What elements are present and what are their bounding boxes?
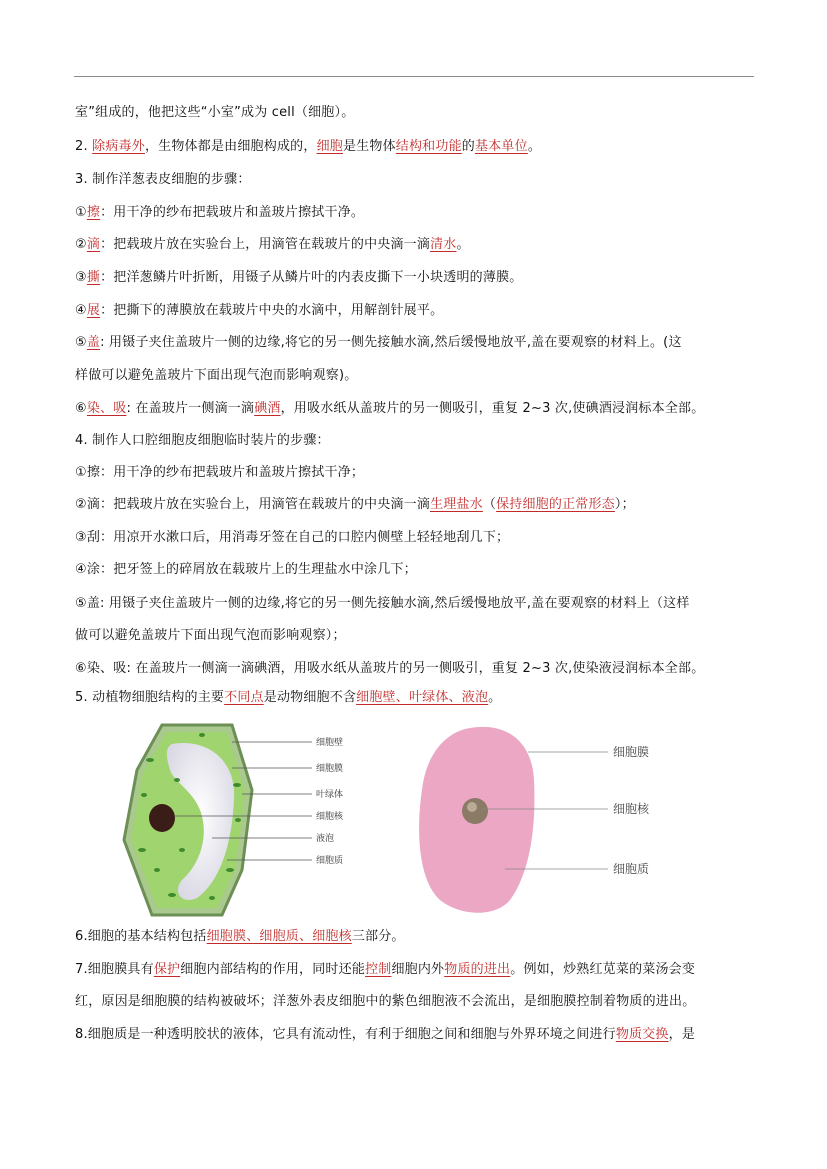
text-segment: 7.细胞膜具有: [75, 962, 154, 977]
text-segment: ：把载玻片放在实验台上，用滴管在载玻片的中央滴一滴: [100, 237, 431, 252]
text-line: [75, 366, 357, 386]
text-segment: 6.细胞的基本结构包括: [75, 929, 207, 944]
highlighted-term: 细胞膜、细胞质、细胞核: [206, 929, 352, 944]
text-segment: 红，原因是细胞膜的结构被破坏；洋葱外表皮细胞中的紫色细胞液不会流出，是细胞膜控制着物质的进出。: [75, 994, 696, 1009]
text-segment: 室”组成的，他把这些“小室”成为 cell（细胞）。: [75, 105, 355, 120]
text-segment: ：把洋葱鳞片叶折断，用镊子从鳞片叶的内表皮撕下一小块透明的薄膜。: [100, 270, 523, 285]
text-line: [75, 268, 522, 288]
header-rule: [74, 76, 754, 77]
label-vacuole: 液泡: [316, 834, 335, 844]
highlighted-term: 结构和功能: [395, 139, 462, 154]
text-segment: ，用吸水纸从盖玻片的另一侧吸引，重复 2~3 次,使碘酒浸润标本全部。: [280, 401, 705, 416]
label-cytoplasm: 细胞质: [316, 856, 344, 866]
text-segment: 是生物体: [342, 139, 396, 154]
text-segment: ：用干净的纱布把载玻片和盖玻片擦拭干净。: [100, 205, 365, 220]
label-nucleus: 细胞核: [316, 812, 344, 822]
text-line: [75, 399, 704, 419]
text-segment: ，是: [668, 1027, 696, 1042]
text-line: [75, 560, 417, 580]
highlighted-term: 展: [86, 303, 101, 318]
highlighted-term: 碘酒: [254, 401, 281, 416]
text-line: [75, 495, 635, 515]
text-segment: ②滴：把载玻片放在实验台上，用滴管在载玻片的中央滴一滴: [75, 497, 431, 512]
text-line: [75, 626, 346, 646]
highlighted-term: 生理盐水: [430, 497, 483, 512]
label-chloroplast: 叶绿体: [316, 790, 344, 800]
text-segment: 做可以避免盖玻片下面出现气泡而影响观察）；: [75, 628, 346, 643]
text-segment: ⑥: [75, 401, 87, 416]
text-line: [75, 431, 330, 451]
text-line: [75, 594, 690, 614]
text-line: [75, 659, 704, 679]
plant-cell-figure: [112, 720, 382, 920]
text-segment: ①擦：用干净的纱布把载玻片和盖玻片擦拭干净；: [75, 465, 365, 480]
text-line: [75, 333, 682, 353]
text-segment: 样做可以避免盖玻片下面出现气泡而影响观察)。: [75, 368, 358, 383]
label-cell-membrane: 细胞膜: [316, 764, 344, 774]
text-segment: ③: [75, 270, 87, 285]
highlighted-term: 滴: [86, 237, 101, 252]
text-segment: ④涂：把牙签上的碎屑放在载玻片上的生理盐水中涂几下；: [75, 562, 417, 577]
text-segment: 3. 制作洋葱表皮细胞的步骤：: [75, 172, 251, 187]
highlighted-term: 清水: [430, 237, 457, 252]
text-line: [75, 960, 695, 980]
text-segment: 8.细胞质是一种透明胶状的液体，它具有流动性，有利于细胞之间和细胞与外界环境之间进行: [75, 1027, 616, 1042]
highlighted-term: 细胞: [316, 139, 343, 154]
text-line: [75, 301, 443, 321]
text-segment: 的: [461, 139, 475, 154]
text-line: [75, 170, 251, 190]
highlighted-term: 不同点: [224, 690, 264, 705]
text-segment: ⑤: [75, 335, 87, 350]
text-segment: 。: [456, 237, 470, 252]
text-line: [75, 927, 405, 947]
text-segment: ①: [75, 205, 87, 220]
text-segment: : 用镊子夹住盖玻片一侧的边缘,将它的另一侧先接触水滴,然后缓慢地放平,盖在要观察的材料上。(这: [100, 335, 682, 350]
text-segment: ，生物体都是由细胞构成的，: [144, 139, 317, 154]
highlighted-term: 盖: [86, 335, 101, 350]
text-line: [75, 1025, 695, 1045]
text-segment: ②: [75, 237, 87, 252]
text-line: [75, 137, 541, 157]
text-segment: （: [482, 497, 497, 512]
text-line: [75, 528, 509, 548]
text-segment: ④: [75, 303, 87, 318]
text-line: [75, 463, 364, 483]
text-segment: ⑥染、吸: 在盖玻片一侧滴一滴碘酒，用吸水纸从盖玻片的另一侧吸引，重复 2~3 次,使染液浸润标本全部。: [75, 661, 705, 676]
text-segment: 细胞内部结构的作用，同时还能: [180, 962, 366, 977]
text-segment: 。: [488, 690, 502, 705]
animal-label-nucleus: 细胞核: [613, 802, 650, 816]
animal-cell-figure: [410, 720, 680, 920]
nucleus-shape: [149, 804, 175, 832]
text-segment: ）；: [614, 497, 635, 512]
text-segment: 4. 制作人口腔细胞皮细胞临时装片的步骤：: [75, 433, 330, 448]
highlighted-term: 除病毒外: [92, 139, 145, 154]
text-segment: 。例如，炒熟红苋菜的菜汤会变: [510, 962, 696, 977]
highlighted-term: 细胞壁、叶绿体、液泡: [356, 690, 489, 705]
highlighted-term: 基本单位: [475, 139, 528, 154]
text-segment: 三部分。: [351, 929, 405, 944]
highlighted-term: 控制: [365, 962, 392, 977]
text-segment: 。: [527, 139, 542, 154]
text-segment: 5. 动植物细胞结构的主要: [75, 690, 225, 705]
animal-label-membrane: 细胞膜: [613, 745, 650, 759]
text-line: [75, 235, 470, 255]
highlighted-term: 物质交换: [615, 1027, 669, 1042]
highlighted-term: 保持细胞的正常形态: [496, 497, 615, 512]
text-line: [75, 992, 695, 1012]
text-line: [75, 203, 364, 223]
highlighted-term: 擦: [86, 205, 101, 220]
animal-label-cytoplasm: 细胞质: [613, 862, 650, 876]
text-segment: 是动物细胞不含: [263, 690, 357, 705]
label-cell-wall: 细胞壁: [316, 738, 344, 748]
text-segment: : 在盖玻片一侧滴一滴: [126, 401, 255, 416]
highlighted-term: 物质的进出: [444, 962, 511, 977]
text-segment: ⑤盖: 用镊子夹住盖玻片一侧的边缘,将它的另一侧先接触水滴,然后缓慢地放平,盖在要观察的材料上（这样: [75, 596, 690, 611]
highlighted-term: 撕: [86, 270, 101, 285]
highlighted-term: 染、吸: [86, 401, 127, 416]
text-line: [75, 688, 501, 708]
highlighted-term: 保护: [153, 962, 181, 977]
text-segment: ：把撕下的薄膜放在载玻片中央的水滴中，用解剖针展平。: [100, 303, 444, 318]
text-line: [75, 103, 354, 123]
text-segment: 细胞内外: [391, 962, 445, 977]
text-segment: ③刮：用凉开水漱口后，用消毒牙签在自己的口腔内侧壁上轻轻地刮几下；: [75, 530, 510, 545]
text-segment: 2.: [75, 139, 93, 154]
